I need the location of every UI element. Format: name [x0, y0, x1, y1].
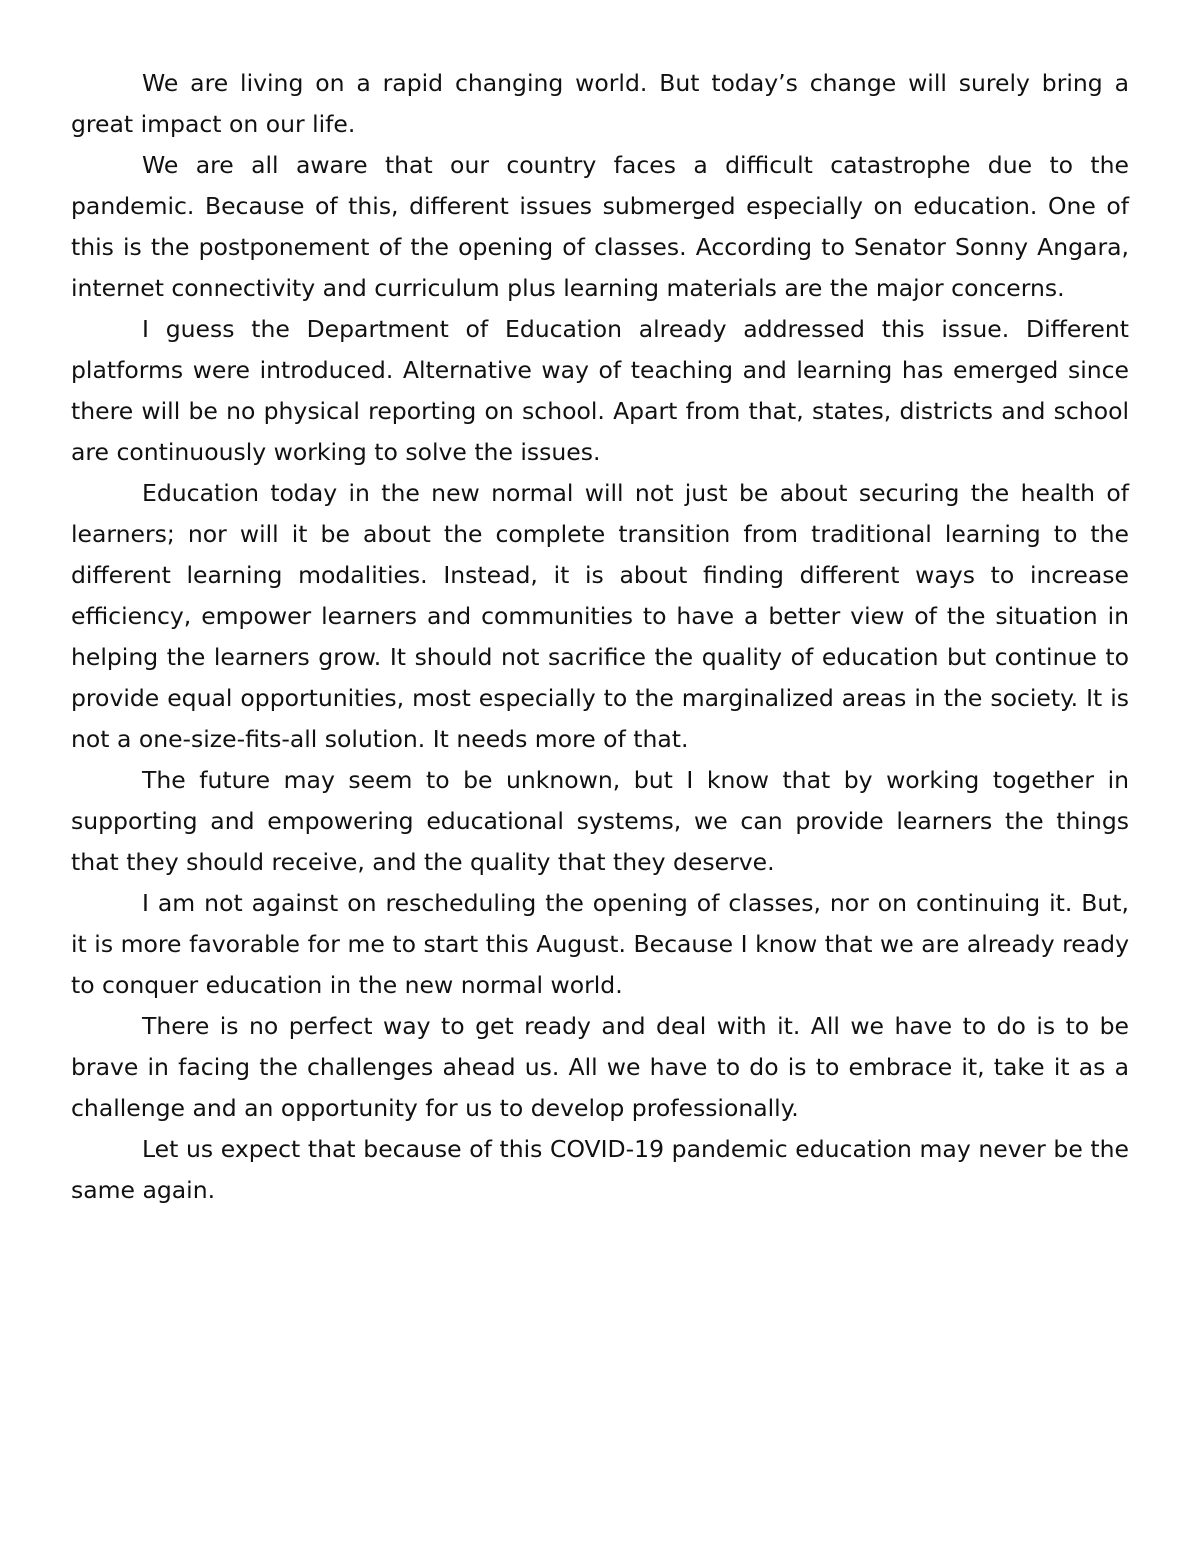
- paragraph-4: Education today in the new normal will not just be about securing the health of learners; nor will it be about the complete transition from traditional learning to the different learning modalities. Instead, it is about finding different ways to increase efficiency, empower learners and communities to have a better view of the situation in helping the learners grow. It should not sacrifice the quality of education but continue to provide equal opportunities, most especially to the marginalized areas in the society. It is not a one-size-fits-all solution. It needs more of that.: [71, 479, 1129, 753]
- paragraph-6: I am not against on rescheduling the opening of classes, nor on continuing it. But, it is more favorable for me to start this August. Because I know that we are already ready to conquer education in the new normal world.: [71, 889, 1129, 999]
- paragraph-5: The future may seem to be unknown, but I know that by working together in supporting and empowering educational systems, we can provide learners the things that they should receive, and the quality that they deserve.: [71, 766, 1129, 876]
- document-page: [71, 63, 1129, 1211]
- paragraph-2: We are all aware that our country faces a difficult catastrophe due to the pandemic. Because of this, different issues submerged especially on education. One of this is the postponement of the opening of classes. According to Senator Sonny Angara, internet connectivity and curriculum plus learning materials are the major concerns.: [71, 151, 1129, 302]
- paragraph-1: We are living on a rapid changing world. But today’s change will surely bring a great impact on our life.: [71, 69, 1129, 138]
- paragraph-3: I guess the Department of Education already addressed this issue. Different platforms were introduced. Alternative way of teaching and learning has emerged since there will be no physical reporting on school. Apart from that, states, districts and school are continuously working to solve the issues.: [71, 315, 1129, 466]
- paragraph-7: There is no perfect way to get ready and deal with it. All we have to do is to be brave in facing the challenges ahead us. All we have to do is to embrace it, take it as a challenge and an opportunity for us to develop professionally.: [71, 1012, 1129, 1122]
- paragraph-8: Let us expect that because of this COVID-19 pandemic education may never be the same again.: [71, 1135, 1129, 1204]
